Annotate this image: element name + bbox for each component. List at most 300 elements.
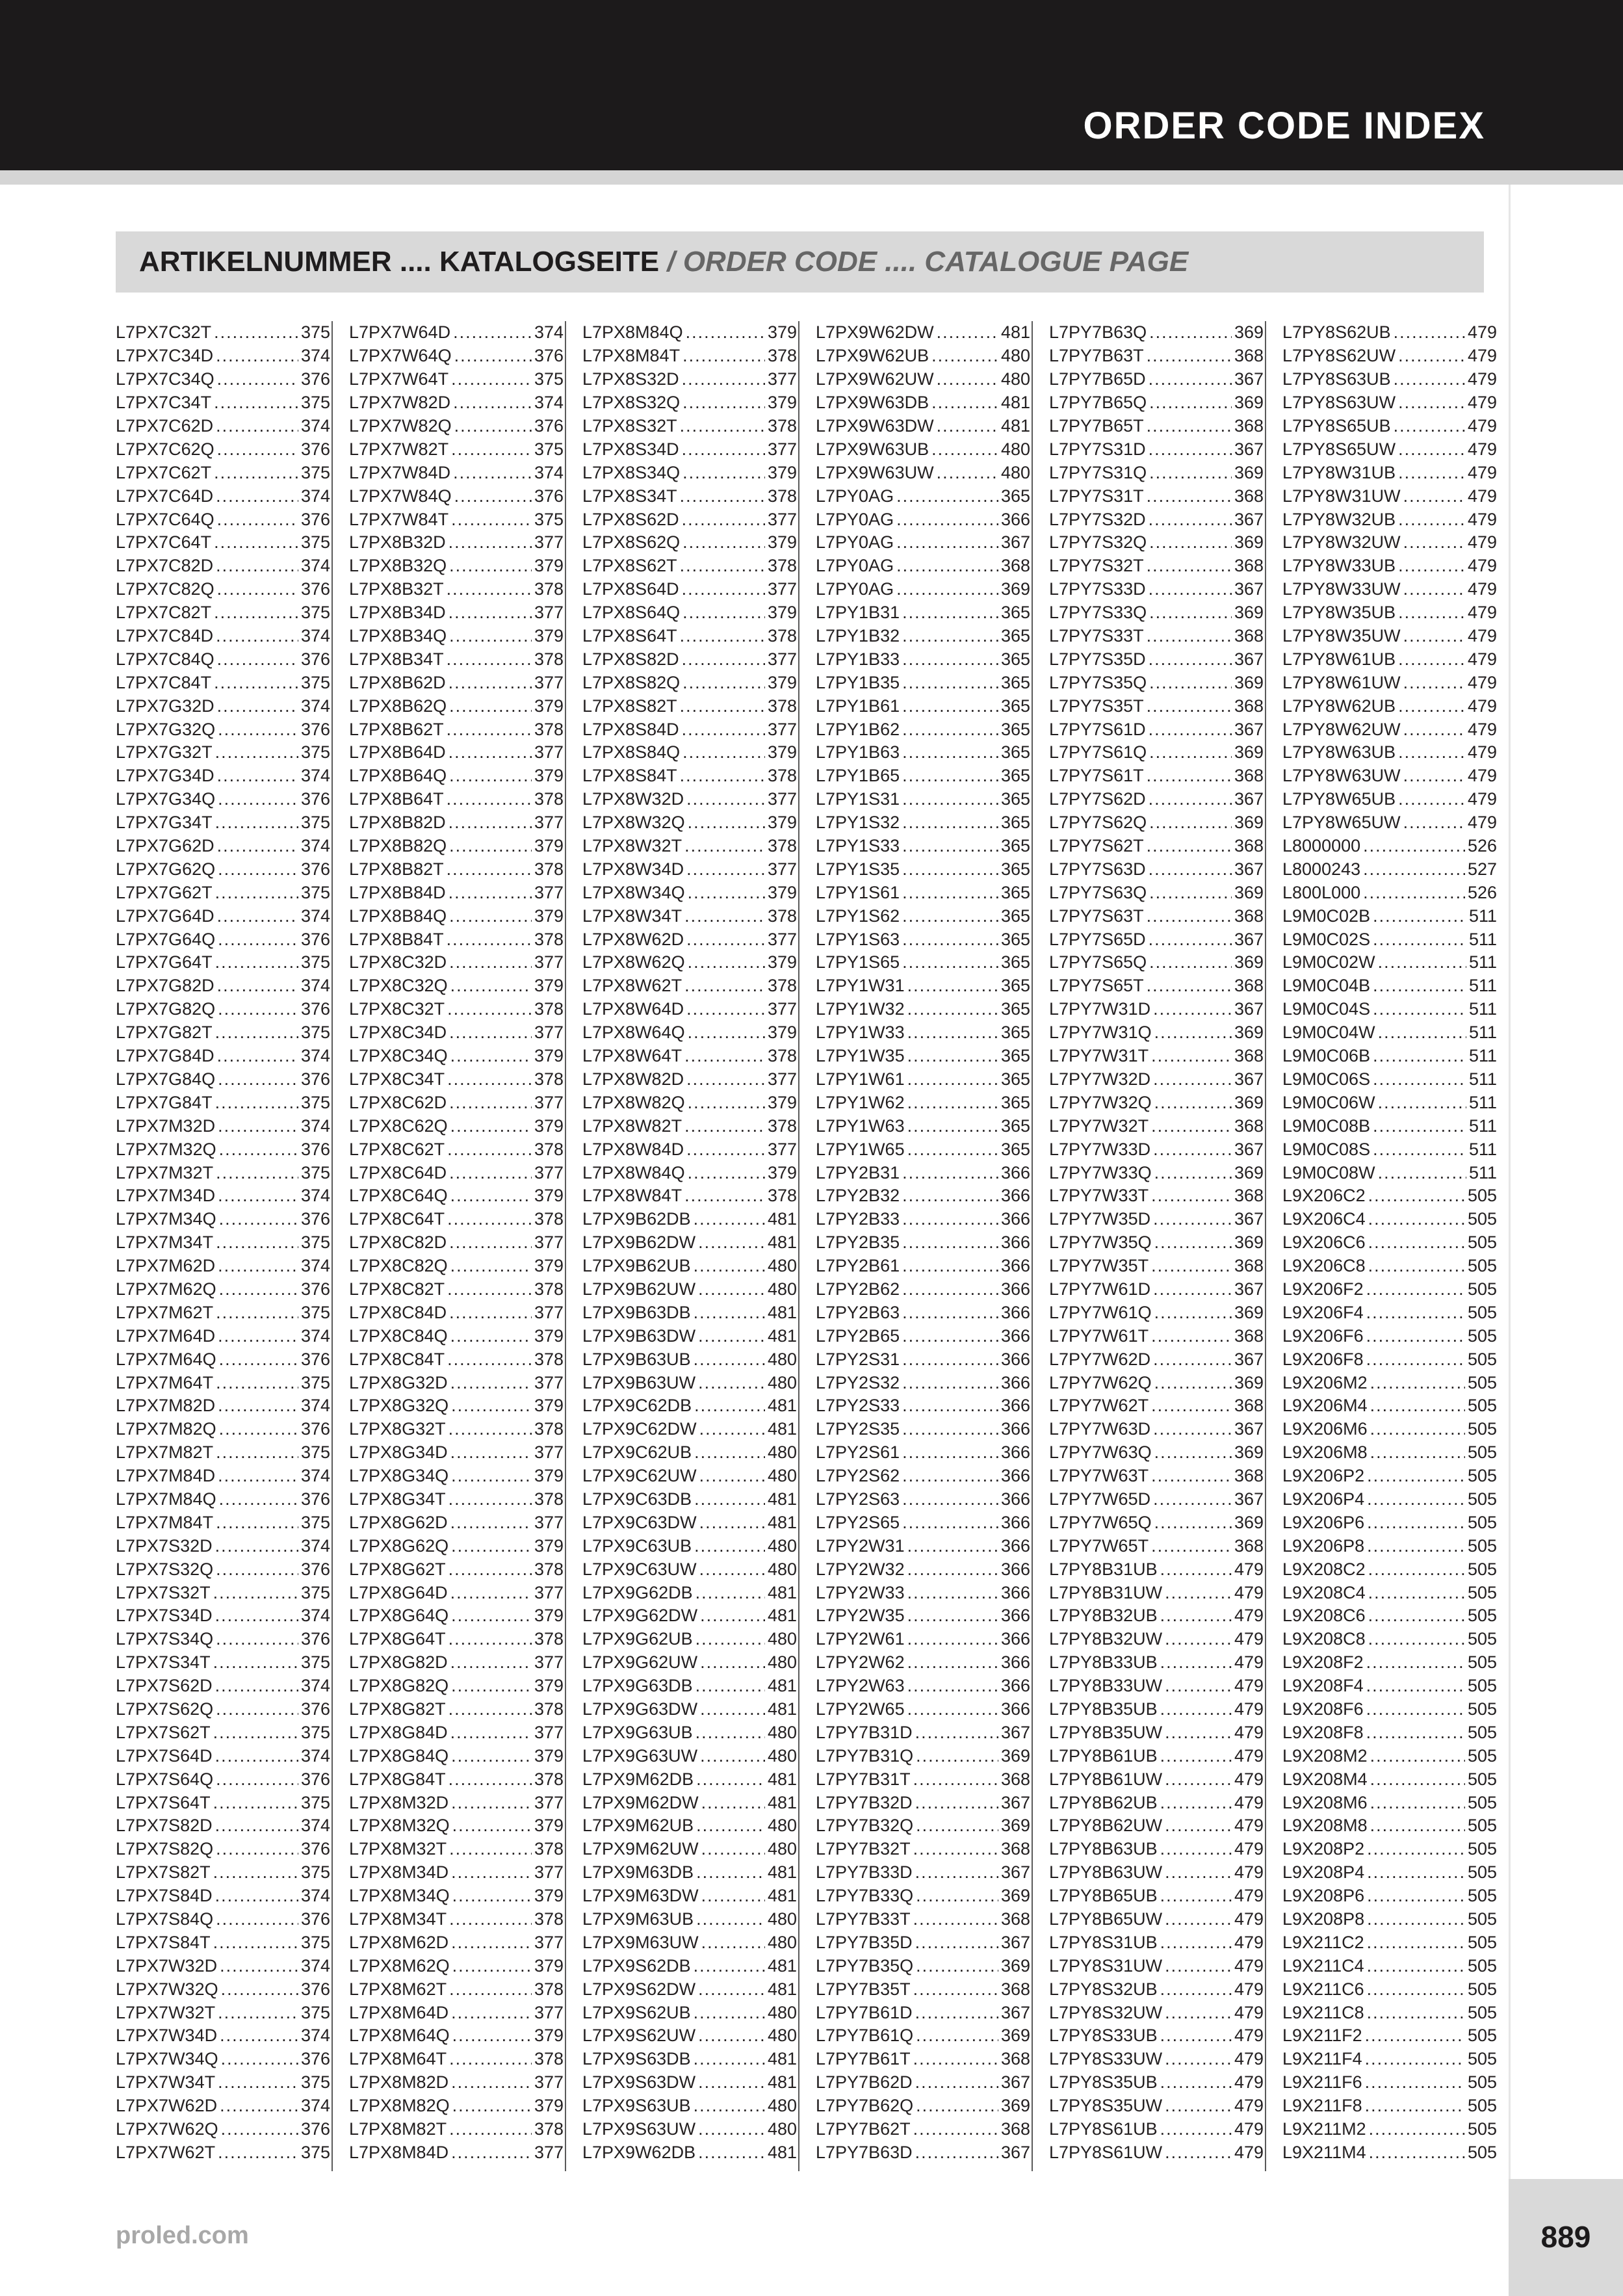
catalogue-page: 481 [1000,416,1030,436]
index-entry [1282,1744,1497,1768]
dot-leader [1149,931,1232,948]
index-entry [349,1184,564,1208]
order-code: L7PY7B65D [1049,369,1146,389]
order-code: L9X211C4 [1282,1955,1364,1976]
catalogue-page: 367 [1000,1722,1030,1742]
dot-leader [915,1864,998,1881]
order-code: L9M0C06B [1282,1046,1371,1066]
index-entry [116,1721,330,1744]
catalogue-page: 376 [300,439,330,459]
index-entry [816,1161,1030,1184]
catalogue-page: 379 [534,556,564,576]
catalogue-page: 377 [534,1862,564,1883]
order-code: L9X211M2 [1282,2119,1366,2139]
dot-leader [215,744,298,761]
catalogue-page: 480 [767,2119,797,2139]
catalogue-page: 505 [1467,2002,1497,2022]
catalogue-page: 479 [1467,416,1497,436]
index-entry [1049,694,1264,718]
catalogue-page: 505 [1467,2072,1497,2093]
order-code: L7PX8M64D [349,2002,449,2022]
index-entry [349,1838,564,1861]
index-entry [1049,1301,1264,1324]
dot-leader [682,464,765,482]
catalogue-page: 377 [534,1162,564,1182]
index-entry [816,671,1030,694]
index-entry [582,1021,797,1045]
catalogue-page: 366 [1000,1325,1030,1346]
dot-leader [1165,1817,1232,1834]
catalogue-page: 377 [534,1372,564,1392]
catalogue-page: 480 [767,1466,797,1486]
index-entry [582,1465,797,1488]
index-entry [1282,1581,1497,1604]
dot-leader [694,1304,765,1322]
dot-leader [902,1514,998,1532]
order-code: L7PX8G84D [349,1722,448,1742]
order-code: L7PY8W31UB [1282,462,1396,482]
order-code: L9X211F4 [1282,2049,1362,2069]
dot-leader [447,790,532,808]
order-code: L7PX8M82Q [349,2096,450,2116]
catalogue-page: 505 [1467,1256,1497,1276]
catalogue-page: 368 [1234,416,1264,436]
order-code: L7PY8S31UB [1049,1932,1158,1952]
catalogue-page: 366 [1000,1489,1030,1509]
catalogue-page: 480 [767,1256,797,1276]
dot-leader [450,1374,532,1392]
order-code: L7PY7B61D [816,2002,913,2022]
order-code: L7PX8B82Q [349,836,447,856]
order-code: L7PY7W32D [1049,1069,1151,1089]
dot-leader [1368,1234,1465,1251]
index-entry [1282,554,1497,578]
order-code: L7PY8B63UB [1049,1839,1158,1859]
dot-leader [449,1024,532,1041]
index-entry [816,508,1030,531]
order-code: L9X206P8 [1282,1535,1365,1556]
dot-leader [448,534,532,551]
dot-leader [1151,1117,1232,1135]
catalogue-page: 369 [1000,1816,1030,1836]
dot-leader [902,627,998,645]
dot-leader [448,1561,532,1578]
catalogue-page: 375 [300,2002,330,2022]
catalogue-page: 505 [1467,1769,1497,1789]
catalogue-page: 367 [1234,1139,1264,1159]
catalogue-page: 375 [300,462,330,482]
index-entry [116,2024,330,2048]
index-entry [116,578,330,601]
dot-leader [695,1724,765,1742]
catalogue-page: 368 [1234,346,1264,366]
dot-leader [682,441,765,458]
dot-leader [215,1817,298,1834]
index-entry [116,1744,330,1768]
index-entry [1282,2094,1497,2118]
index-entry [349,1394,564,1418]
catalogue-page: 366 [1000,1162,1030,1182]
catalogue-page: 378 [534,649,564,669]
index-entry [816,2141,1030,2164]
index-entry [116,1954,330,1977]
catalogue-page: 479 [1467,603,1497,623]
order-code: L7PY8W32UW [1282,532,1401,553]
dot-leader [1165,2050,1232,2068]
order-code: L7PX7G84Q [116,1069,216,1089]
index-entry [1049,1977,1264,2001]
catalogue-page: 479 [1234,2096,1264,2116]
index-entry [582,1161,797,1184]
catalogue-page: 480 [767,1279,797,1299]
order-code: L7PY8B63UW [1049,1862,1163,1883]
index-entry [1049,1838,1264,1861]
order-code: L7PX8W64Q [582,1023,685,1043]
order-code: L7PY7W65Q [1049,1512,1152,1532]
order-code: L7PX8M62T [349,1979,447,1999]
order-code: L7PX9W62UW [816,369,934,389]
index-entry [1049,1675,1264,1698]
catalogue-page: 481 [767,1886,797,1906]
dot-leader [902,1374,998,1392]
catalogue-page: 379 [767,393,797,413]
order-code: L7PY2B62 [816,1279,900,1299]
dot-leader [447,581,532,598]
catalogue-page: 377 [534,1932,564,1952]
catalogue-page: 479 [1467,532,1497,553]
order-code: L7PX7S32D [116,1535,213,1556]
catalogue-page: 378 [767,626,797,646]
dot-leader [694,1257,765,1275]
index-entry [582,1231,797,1255]
dot-leader [1160,2027,1232,2044]
dot-leader [1151,1397,1232,1415]
dot-leader [937,371,998,388]
index-entry [349,391,564,415]
index-entry [816,1021,1030,1045]
page-number: 889 [1540,2220,1591,2254]
order-code: L7PX8W62Q [582,952,685,972]
index-entry [816,1301,1030,1324]
dot-leader [216,1164,298,1182]
catalogue-page: 367 [1234,999,1264,1019]
index-entry [349,1418,564,1441]
catalogue-page: 365 [1000,672,1030,692]
catalogue-page: 369 [1234,1092,1264,1112]
catalogue-page: 369 [1234,672,1264,692]
index-entry [1049,881,1264,904]
catalogue-page: 379 [534,976,564,996]
dot-leader [450,1257,532,1275]
catalogue-page: 378 [534,1279,564,1299]
index-entry [1282,1348,1497,1371]
catalogue-page: 479 [1234,2119,1264,2139]
catalogue-page: 378 [534,1769,564,1789]
dot-leader [1369,2144,1465,2161]
order-code: L7PX7S82D [116,1816,213,1836]
dot-leader [450,1584,532,1602]
dot-leader [449,627,532,645]
dot-leader [214,394,298,411]
order-code: L9M0C08B [1282,1115,1371,1136]
order-code: L9X208C6 [1282,1606,1366,1626]
index-entry [816,1488,1030,1511]
dot-leader [1151,1047,1232,1065]
catalogue-page: 368 [1234,766,1264,786]
index-entry [816,904,1030,928]
index-entry [582,1838,797,1861]
index-entry [816,764,1030,788]
order-code: L7PX8W84D [582,1139,684,1159]
index-entry [1282,1721,1497,1744]
index-entry [1282,578,1497,601]
dot-leader [694,1957,765,1975]
catalogue-page: 369 [1234,462,1264,482]
catalogue-page: 376 [300,859,330,879]
catalogue-page: 367 [1234,1279,1264,1299]
order-code: L9M0C08S [1282,1139,1371,1159]
dot-leader [1165,1864,1232,1881]
dot-leader [451,1397,532,1415]
index-entry [816,1651,1030,1675]
index-entry [1282,1628,1497,1651]
order-code: L7PY7W63T [1049,1466,1149,1486]
dot-leader [915,1724,998,1742]
order-code: L7PX8B32D [349,532,446,553]
dot-leader [1368,1607,1465,1624]
catalogue-page: 366 [1000,1559,1030,1579]
catalogue-page: 375 [300,1792,330,1812]
index-entry [1282,1184,1497,1208]
index-entry [1282,1534,1497,1558]
dot-leader [698,2074,765,2091]
catalogue-page: 376 [300,1279,330,1299]
order-code: L7PY8S65UW [1282,439,1396,459]
index-entry [349,1301,564,1324]
index-entry [582,508,797,531]
index-entry [349,1977,564,2001]
dot-leader [680,557,765,575]
dot-leader [449,698,532,715]
dot-leader [902,1257,998,1275]
order-code: L7PY7S62Q [1049,813,1147,833]
catalogue-page: 481 [767,1606,797,1626]
order-code: L7PY1B65 [816,766,900,786]
order-code: L7PY7B32T [816,1839,911,1859]
index-entry [1049,484,1264,508]
order-code: L7PY0AG [816,579,894,599]
catalogue-page: 479 [1467,462,1497,482]
order-code: L7PX8C84Q [349,1325,448,1346]
index-entry [1049,601,1264,625]
order-code: L7PX8W32D [582,789,684,809]
index-entry [582,671,797,694]
index-entry [349,2118,564,2141]
index-entry [349,601,564,625]
dot-leader [451,1607,532,1624]
index-entry [116,391,330,415]
order-code: L7PY2B32 [816,1186,900,1206]
order-code: L7PX8G32T [349,1419,446,1439]
dot-leader [896,534,998,551]
dot-leader [216,557,298,575]
catalogue-page: 366 [1000,1629,1030,1649]
order-code: L7PY7B31T [816,1769,911,1789]
order-code: L7PX8S62Q [582,532,681,553]
dot-leader [698,2027,765,2044]
order-code: L7PX7C64Q [116,509,214,529]
catalogue-page: 377 [534,2002,564,2022]
order-code: L7PY2B31 [816,1162,900,1182]
catalogue-page: 378 [767,906,797,926]
column-divider [565,321,566,2171]
order-code: L7PX9C63UB [582,1535,692,1556]
index-entry [116,881,330,904]
catalogue-page: 505 [1467,1722,1497,1742]
order-code: L7PY7S61Q [1049,742,1147,763]
catalogue-page: 368 [1000,1839,1030,1859]
index-entry [116,1534,330,1558]
order-code: L7PY7B32D [816,1792,913,1812]
index-entry [349,1091,564,1114]
index-entry [116,1465,330,1488]
index-entry [1282,1418,1497,1441]
order-code: L7PY2S62 [816,1466,900,1486]
dot-leader [213,1934,298,1951]
order-code: L7PX7M32Q [116,1139,216,1159]
dot-leader [451,511,532,528]
dot-leader [907,1000,998,1018]
catalogue-page: 377 [534,672,564,692]
catalogue-page: 374 [300,1676,330,1696]
order-code: L7PY8S61UB [1049,2119,1158,2139]
catalogue-page: 368 [1000,2049,1030,2069]
catalogue-page: 378 [767,976,797,996]
dot-leader [1165,1677,1232,1695]
order-code: L7PX8B34T [349,649,444,669]
catalogue-page: 379 [767,462,797,482]
order-code: L7PX7C82D [116,556,214,576]
catalogue-page: 366 [1000,1256,1030,1276]
dot-leader [1149,511,1232,528]
index-entry [582,764,797,788]
dot-leader [1373,1047,1466,1065]
dot-leader [902,907,998,925]
catalogue-page: 379 [767,322,797,343]
order-code: L7PY7B65T [1049,416,1144,436]
order-code: L9X211C6 [1282,1979,1364,1999]
catalogue-page: 366 [1000,1396,1030,1416]
order-code: L7PX7W84D [349,462,451,482]
catalogue-page: 479 [1234,1955,1264,1976]
order-code: L7PY1B63 [816,742,900,763]
index-entry [816,531,1030,554]
catalogue-page: 365 [1000,1069,1030,1089]
order-code: L7PY1S65 [816,952,900,972]
catalogue-page: 374 [300,696,330,716]
index-entry [582,1138,797,1161]
catalogue-page: 365 [1000,626,1030,646]
catalogue-page: 374 [300,346,330,366]
dot-leader [701,1934,765,1951]
order-code: L7PY2S33 [816,1396,900,1416]
catalogue-page: 511 [1468,1115,1497,1136]
index-entry [816,1348,1030,1371]
dot-leader [451,2074,532,2091]
catalogue-page: 480 [767,2026,797,2046]
dot-leader [688,1164,765,1182]
index-entry [816,1721,1030,1744]
order-code: L7PY7S31Q [1049,462,1147,482]
order-code: L7PY7W32Q [1049,1092,1152,1112]
index-entry [116,2094,330,2118]
order-code: L7PY7W63D [1049,1419,1151,1439]
index-entry [116,625,330,648]
order-code: L7PY2S31 [816,1349,900,1369]
order-code: L7PY7B63Q [1049,322,1147,343]
dot-leader [694,2050,765,2068]
dot-leader [902,1164,998,1182]
order-code: L7PY1W63 [816,1115,905,1136]
dot-leader [1149,721,1232,738]
order-code: L7PY8S32UB [1049,1979,1158,1999]
dot-leader [680,488,765,505]
dot-leader [451,1794,532,1812]
catalogue-page: 377 [534,1233,564,1253]
catalogue-page: 366 [1000,1349,1030,1369]
index-entry [116,1161,330,1184]
dot-leader [1165,1957,1232,1975]
dot-leader [1160,1654,1232,1671]
order-code: L7PX8B34D [349,603,446,623]
catalogue-page: 378 [767,836,797,856]
order-code: L7PY8W61UW [1282,672,1401,692]
index-entry [582,1558,797,1581]
order-code: L7PX9C62UB [582,1442,692,1463]
order-code: L7PX9B62UB [582,1256,691,1276]
catalogue-page: 378 [534,1559,564,1579]
index-entry [1049,1581,1264,1604]
dot-leader [215,1747,298,1765]
catalogue-page: 511 [1468,1162,1497,1182]
dot-leader [1149,861,1232,878]
order-code: L7PX8B62D [349,672,446,692]
dot-leader [218,1071,298,1088]
catalogue-page: 374 [300,2026,330,2046]
dot-leader [907,1630,998,1648]
catalogue-page: 480 [767,1349,797,1369]
dot-leader [447,1210,532,1228]
dot-leader [1149,790,1232,808]
order-code: L7PY8B61UW [1049,1769,1163,1789]
catalogue-page: 379 [534,1816,564,1836]
index-entry [582,2118,797,2141]
index-entry [816,1324,1030,1348]
index-entry [582,1371,797,1394]
dot-leader [449,907,532,925]
order-code: L7PX7C64T [116,532,212,553]
catalogue-page: 481 [767,1302,797,1322]
order-code: L7PY7W35D [1049,1209,1151,1229]
catalogue-page: 369 [1234,742,1264,763]
index-entry [1049,1138,1264,1161]
catalogue-page: 379 [534,1466,564,1486]
index-entry [816,578,1030,601]
index-entry [1282,531,1497,554]
index-entry [582,1348,797,1371]
dot-leader [1149,954,1232,971]
index-entry [816,1441,1030,1465]
